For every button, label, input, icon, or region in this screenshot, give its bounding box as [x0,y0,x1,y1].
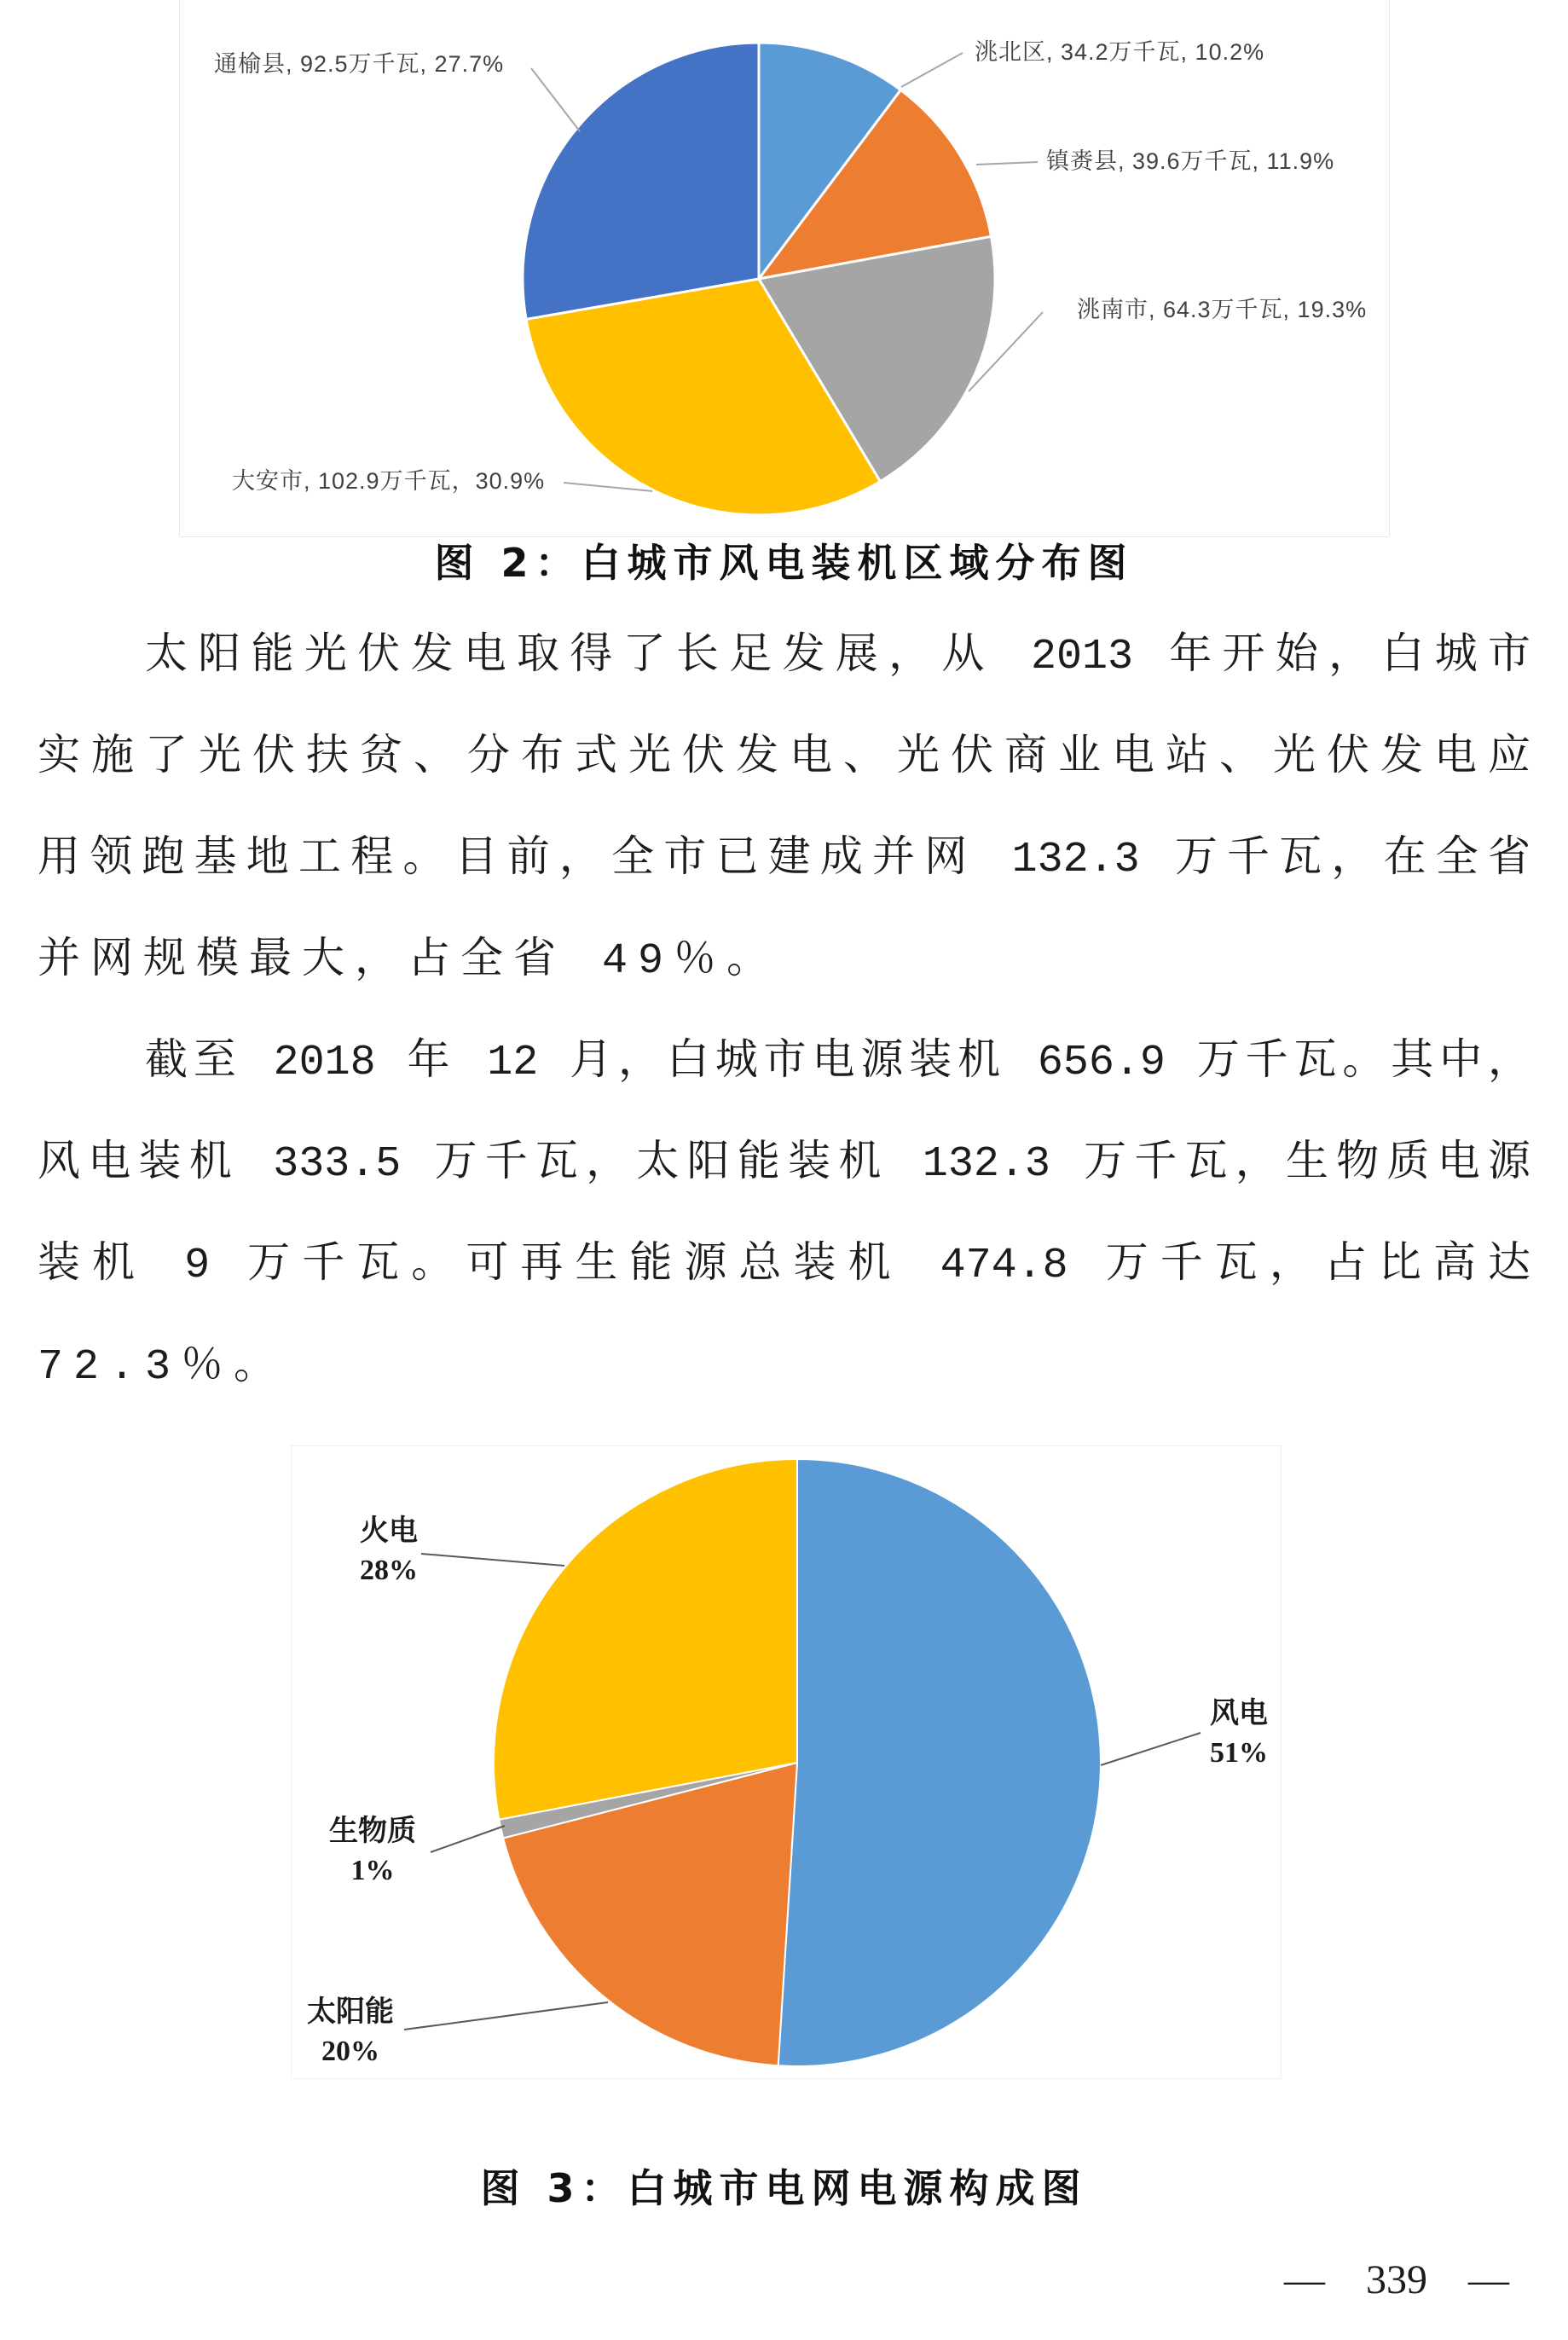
data-label-taonan [1077,296,1367,323]
leader-line-biomass [431,1826,505,1852]
page-number: — 339 — [1284,2257,1509,2302]
data-label-thermal [338,1512,440,1590]
data-label-percent: 20% [321,2036,379,2067]
paragraph-1 [38,606,1530,1012]
data-label-wind [1201,1694,1277,1773]
figure-3-caption: 图 3：白城市电网电源构成图 [480,2165,1088,2211]
pie-slices [523,43,995,515]
leader-line-wind [1101,1733,1201,1765]
leader-line-thermal [421,1554,564,1566]
data-label-percent: 28% [360,1555,418,1586]
text-line: 太阳能光伏发电取得了长足发展，从 2013 年开始，白城市 [145,633,1530,681]
data-label-biomass [321,1812,424,1891]
data-label-detail: , 39.6万千瓦, 11.9% [1118,148,1335,174]
data-label-detail: , 92.5万千瓦, 27.7% [286,51,505,77]
data-label-name: 风电 [1210,1698,1268,1729]
data-label-name: 太阳能 [307,1996,394,2028]
region-distribution-pie [180,0,1389,536]
pie-slices [494,1459,1101,2066]
text-line: 装机 9 万千瓦。可再生能源总装机 474.8 万千瓦，占比高达 [38,1242,1530,1290]
text-line: 并网规模最大，占全省 49％。 [38,937,780,986]
data-label-taobei [975,38,1264,66]
data-label-name: 大安市 [232,468,304,494]
figure-3-chart [291,1445,1282,2079]
data-label-solar [299,1993,402,2071]
text-line: 72.3％。 [38,1343,287,1392]
text-line: 用领跑基地工程。目前，全市已建成并网 132.3 万千瓦，在全省 [38,836,1530,884]
data-label-daan [232,467,545,495]
data-label-name: 镇赉县 [1046,148,1118,174]
text-line: 风电装机 333.5 万千瓦，太阳能装机 132.3 万千瓦，生物质电源 [38,1140,1530,1189]
data-label-name: 洮南市 [1077,297,1149,322]
leader-line-tongyu [531,68,580,131]
data-label-name: 通榆县 [214,51,286,77]
paragraph-2 [38,1012,1530,1418]
figure-2-caption: 图 2：白城市风电装机区域分布图 [434,540,1134,586]
body-text [38,606,1530,1418]
power-source-pie [292,1446,1281,2078]
data-label-tongyu [214,50,504,78]
leader-line-solar [404,2002,608,2030]
data-label-percent: 51% [1210,1737,1268,1769]
pie-slice-tongyu [523,43,759,319]
data-label-detail: , 102.9万千瓦，30.9% [304,468,546,494]
data-label-name: 火电 [360,1515,418,1547]
data-label-detail: , 34.2万千瓦, 10.2% [1046,39,1265,65]
pie-slice-thermal [494,1459,797,1820]
figure-2-chart [179,0,1390,537]
leader-line-zhenlai [976,162,1038,165]
data-label-name: 洮北区 [975,39,1046,65]
text-line: 截至 2018 年 12 月，白城市电源装机 656.9 万千瓦。其中， [145,1039,1530,1087]
leader-line-taobei [901,53,963,87]
pie-slice-wind [778,1459,1101,2066]
leader-line-daan [564,483,652,491]
text-line: 实施了光伏扶贫、分布式光伏发电、光伏商业电站、光伏发电应 [38,734,1530,783]
data-label-zhenlai [1046,148,1334,175]
data-label-percent: 1% [350,1855,395,1886]
data-label-name: 生物质 [329,1816,416,1847]
data-label-detail: , 64.3万千瓦, 19.3% [1149,297,1368,322]
